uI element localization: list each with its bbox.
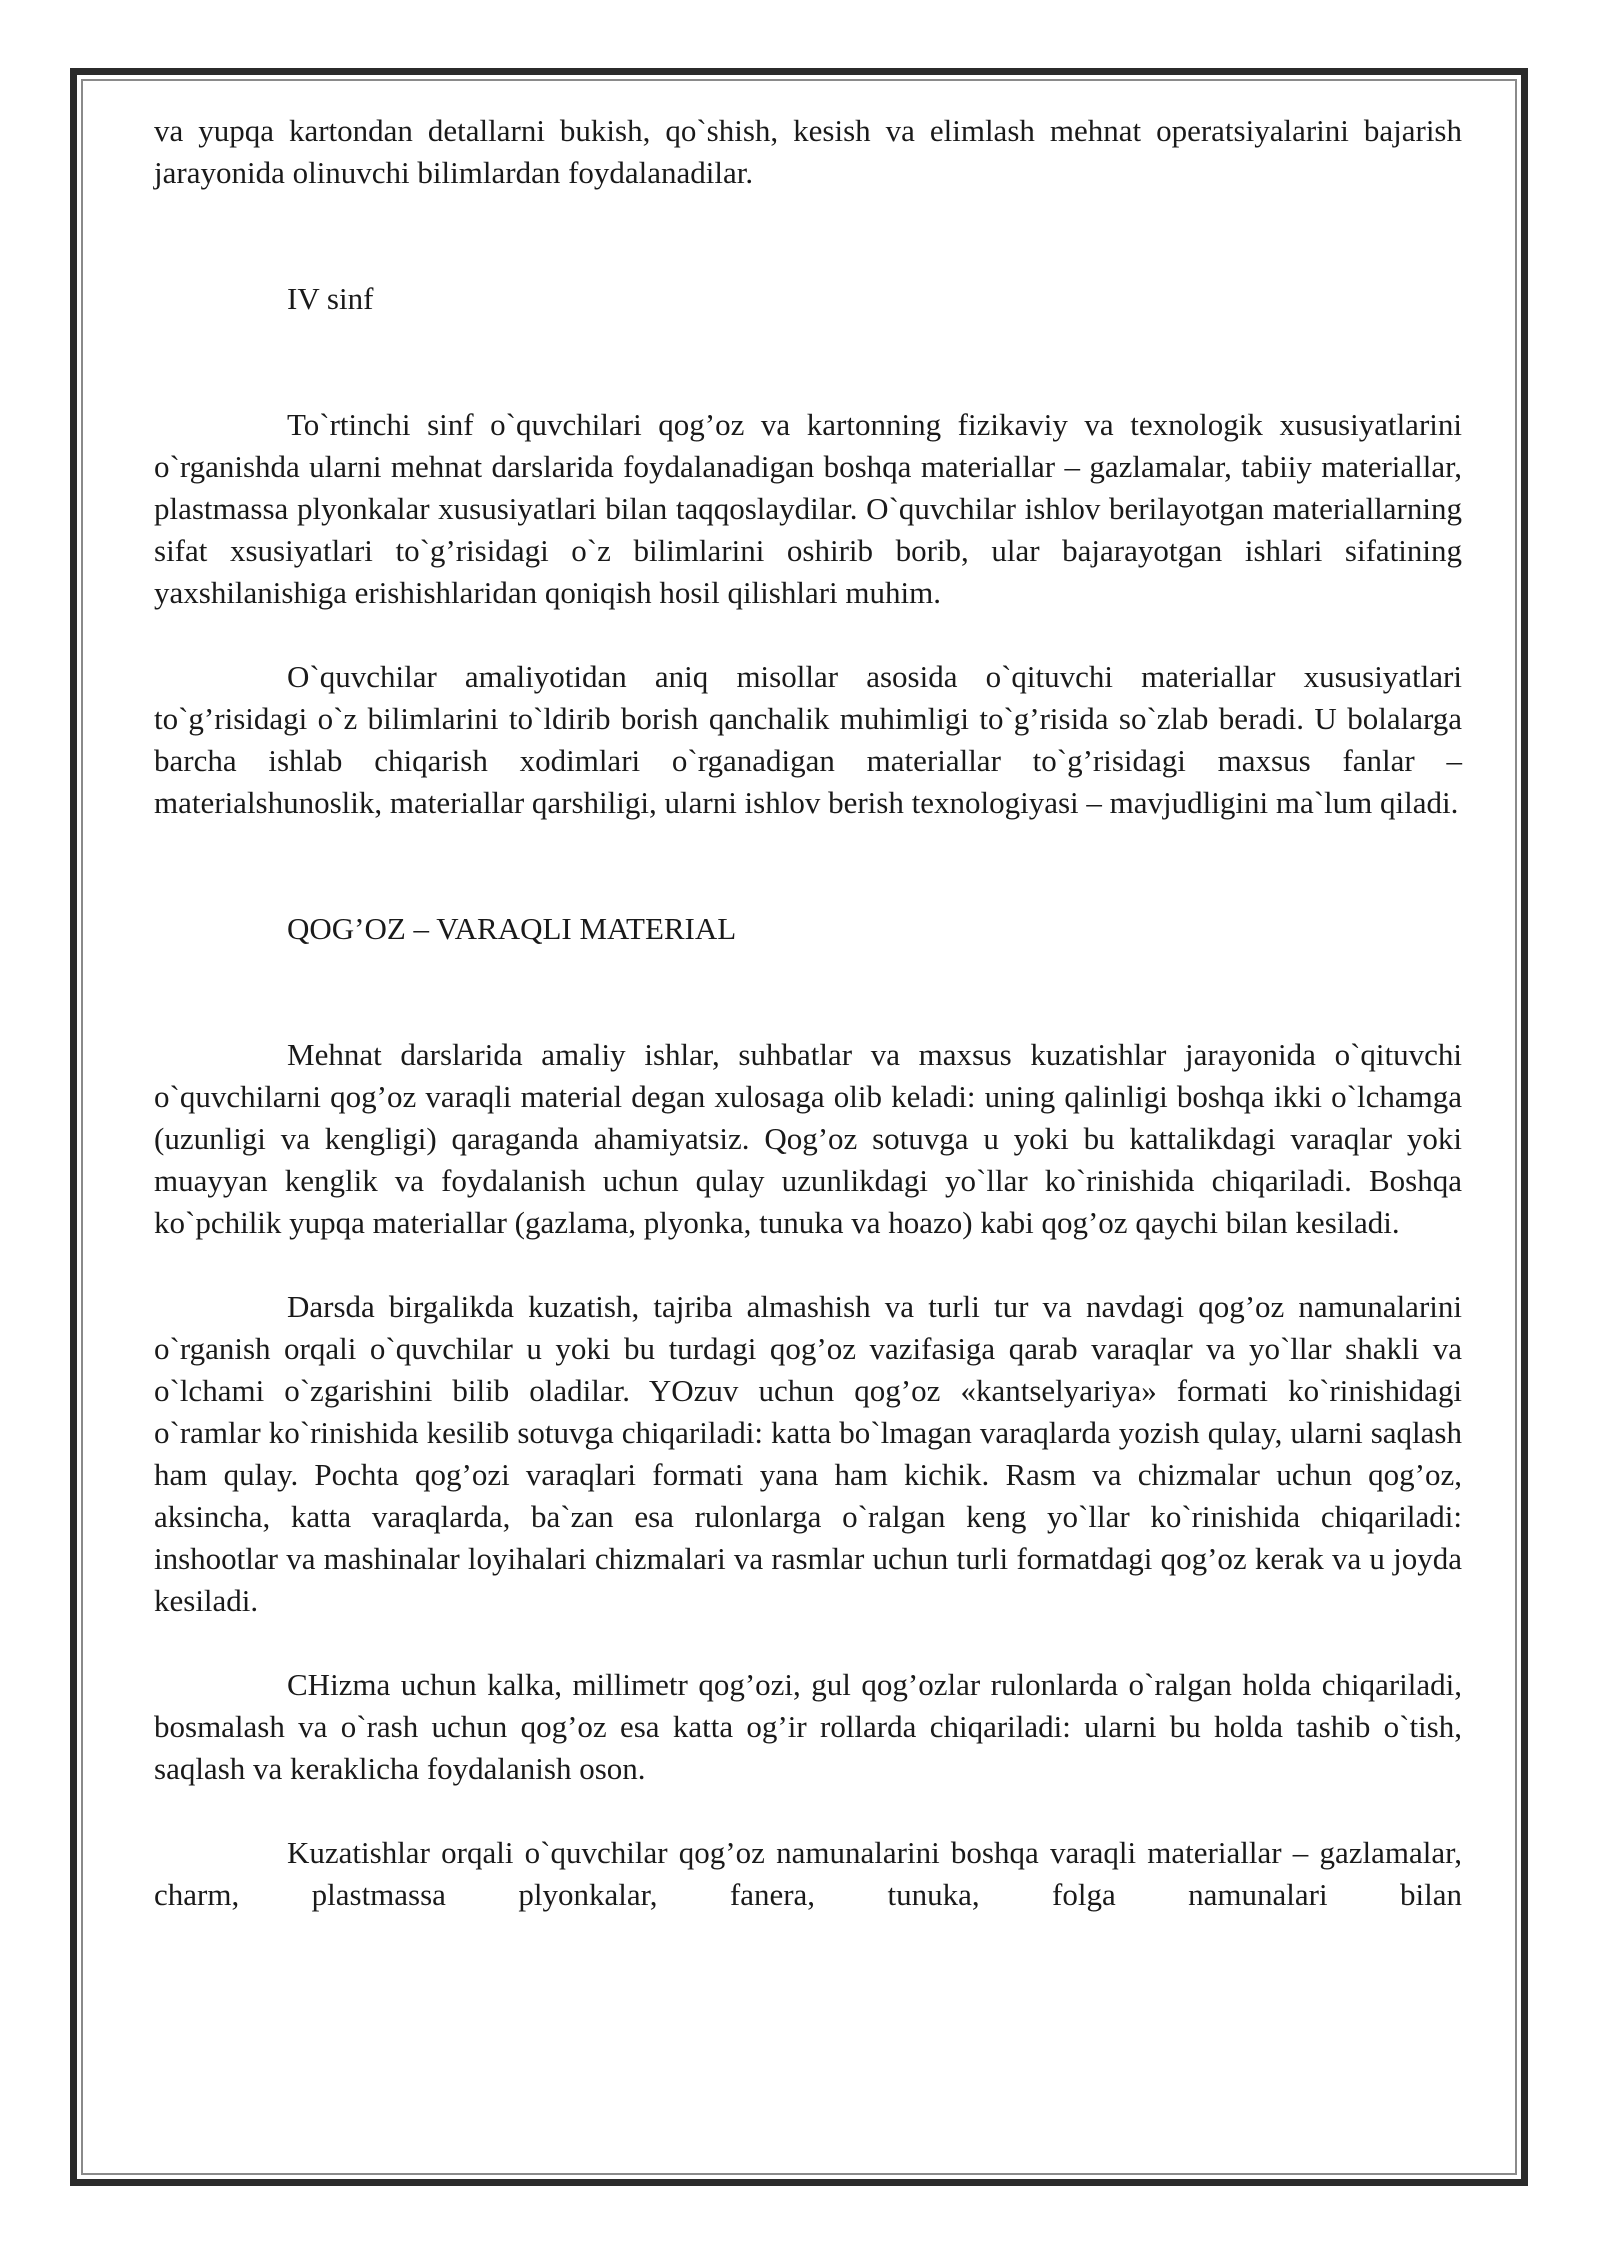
spacer [154, 320, 1462, 404]
continuation-paragraph: va yupqa kartondan detallarni bukish, qo`shish, kesish va elimlash mehnat operatsiyalarini bajarish jarayonida olinuvchi bilimlardan foydalanadilar. [154, 113, 1462, 190]
paragraph: CHizma uchun kalka, millimetr qog’ozi, gul qog’ozlar rulonlarda o`ralgan holda chiqariladi, bosmalash va o`rash uchun qog’oz esa katta og’ir rollarda chiqariladi: ularni bu holda tashib o`tish, saqlash va keraklicha foydalanish oson. [154, 1667, 1462, 1786]
document-body [154, 110, 1462, 1916]
paragraph: Mehnat darslarida amaliy ishlar, suhbatlar va maxsus kuzatishlar jarayonida o`qituvchi o`quvchilarni qog’oz varaqli material degan xulosaga olib keladi: uning qalinligi boshqa ikki o`lchamga (uzunligi va kengligi) qaraganda ahamiyatsiz. Qog’oz sotuvga u yoki bu kattalikdagi varaqlar yoki muayyan kenglik va foydalanish uchun qulay uzunlikdagi yo`llar ko`rinishida chiqariladi. Boshqa ko`pchilik yupqa materiallar (gazlama, plyonka, tunuka va hoazo) kabi qog’oz qaychi bilan kesiladi. [154, 1037, 1462, 1240]
spacer [154, 1622, 1462, 1664]
paragraph: Darsda birgalikda kuzatish, tajriba almashish va turli tur va navdagi qog’oz namunalarini o`rganish orqali o`quvchilar u yoki bu turdagi qog’oz vazifasiga qarab varaqlar va yo`llar shakli va o`lchami o`zgarishini bilib oladilar. YOzuv uchun qog’oz «kantselyariya» formati ko`rinishidagi o`ramlar ko`rinishida kesilib sotuvga chiqariladi: katta bo`lmagan varaqlarda yozish qulay, ularni saqlash ham qulay. Pochta qog’ozi varaqlari formati yana ham kichik. Rasm va chizmalar uchun qog’oz, aksincha, katta varaqlarda, ba`zan esa rulonlarga o`ralgan keng yo`llar ko`rinishida chiqariladi: inshootlar va mashinalar loyihalari chizmalari va rasmlar uchun turli formatdagi qog’oz kerak va u joyda kesiladi. [154, 1289, 1462, 1618]
spacer [154, 614, 1462, 656]
section-heading-iv-sinf: IV sinf [287, 281, 374, 316]
section-heading-qogoz: QOG’OZ – VARAQLI MATERIAL [287, 911, 737, 946]
spacer [154, 1244, 1462, 1286]
paragraph-continued: Kuzatishlar orqali o`quvchilar qog’oz namunalarini boshqa varaqli materiallar – gazlamalar, charm, plastmassa plyonkalar, fanera, tunuka, folga namunalari bilan [154, 1835, 1462, 1912]
spacer [154, 1790, 1462, 1832]
paragraph: To`rtinchi sinf o`quvchilari qog’oz va kartonning fizikaviy va texnologik xususiyatlarini o`rganishda ularni mehnat darslarida foydalanadigan boshqa materiallar – gazlamalar, tabiiy materiallar, plastmassa plyonkalar xususiyatlari bilan taqqoslaydilar. O`quvchilar ishlov berilayotgan materiallarning sifat xsusiyatlari to`g’risidagi o`z bilimlarini oshirib borib, ular bajarayotgan ishlari sifatining yaxshilanishiga erishishlaridan qoniqish hosil qilishlari muhim. [154, 407, 1462, 610]
spacer [154, 194, 1462, 278]
spacer [154, 950, 1462, 1034]
paragraph: O`quvchilar amaliyotidan aniq misollar asosida o`qituvchi materiallar xususiyatlari to`g’risidagi o`z bilimlarini to`ldirib borish qanchalik muhimligi to`g’risida so`zlab beradi. U bolalarga barcha ishlab chiqarish xodimlari o`rganadigan materiallar to`g’risidagi maxsus fanlar – materialshunoslik, materiallar qarshiligi, ularni ishlov berish texnologiyasi – mavjudligini ma`lum qiladi. [154, 659, 1462, 820]
spacer [154, 824, 1462, 908]
